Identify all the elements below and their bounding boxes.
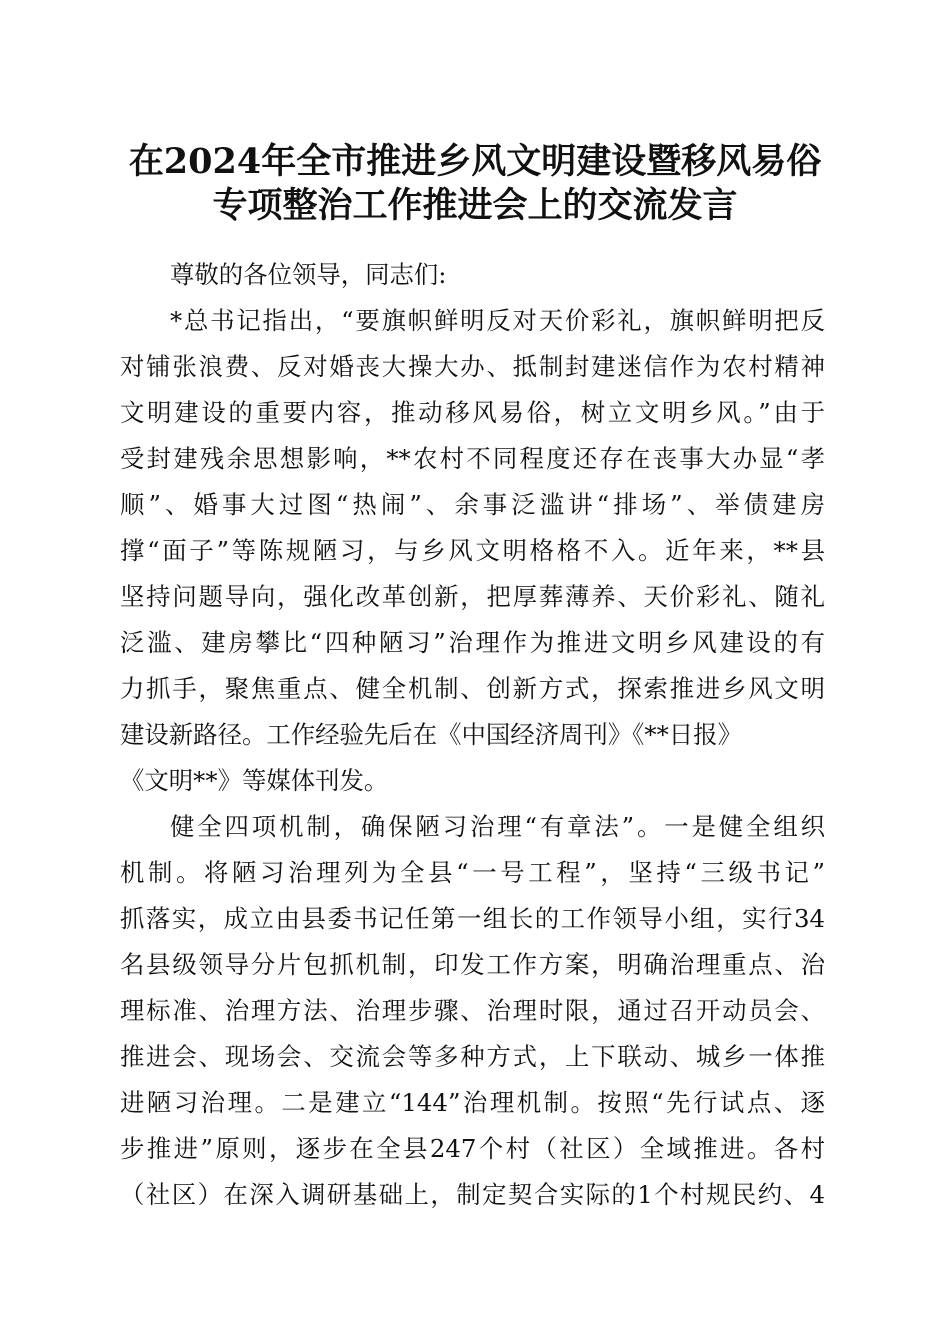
paragraph-line: 名县级领导分片包抓机制，印发工作方案，明确治理重点、治 <box>120 950 825 979</box>
paragraph-line: 进陋习治理。二是建立“144”治理机制。按照“先行试点、逐 <box>120 1088 825 1117</box>
paragraph-line: 抓落实，成立由县委书记任第一组长的工作领导小组，实行34 <box>120 904 825 933</box>
paragraph-line: 对铺张浪费、反对婚丧大操大办、抵制封建迷信作为农村精神 <box>120 352 825 381</box>
paragraph-line: *总书记指出，“要旗帜鲜明反对天价彩礼，旗帜鲜明把反 <box>170 306 825 335</box>
paragraph-line: 泛滥、建房攀比“四种陋习”治理作为推进文明乡风建设的有 <box>120 628 825 657</box>
paragraph-line: 机制。将陋习治理列为全县“一号工程”，坚持“三级书记” <box>120 858 825 887</box>
paragraph-line: 撑“面子”等陈规陋习，与乡风文明格格不入。近年来，**县 <box>120 536 825 565</box>
document-title-line-1: 在2024年全市推进乡风文明建设暨移风易俗 <box>128 141 822 182</box>
paragraph-line: 推进会、现场会、交流会等多种方式，上下联动、城乡一体推 <box>120 1042 825 1071</box>
paragraph-1 <box>120 298 825 804</box>
greeting: 尊敬的各位领导，同志们: <box>170 260 447 289</box>
paragraph-line: 力抓手，聚焦重点、健全机制、创新方式，探索推进乡风文明 <box>120 674 825 703</box>
paragraph-line: 健全四项机制，确保陋习治理“有章法”。一是健全组织 <box>170 812 825 841</box>
paragraph-line: 受封建残余思想影响，**农村不同程度还存在丧事大办显“孝 <box>120 444 825 473</box>
paragraph-line: 步推进”原则，逐步在全县247个村（社区）全域推进。各村 <box>120 1134 825 1163</box>
document-title-line-2: 专项整治工作推进会上的交流发言 <box>212 185 738 226</box>
paragraph-line: 坚持问题导向，强化改革创新，把厚葬薄养、天价彩礼、随礼 <box>120 582 825 611</box>
document-body <box>120 252 825 1218</box>
paragraph-line: 文明建设的重要内容，推动移风易俗，树立文明乡风。”由于 <box>120 398 825 427</box>
paragraph-line: 理标准、治理方法、治理步骤、治理时限，通过召开动员会、 <box>120 996 825 1025</box>
paragraph-2 <box>120 804 825 1218</box>
paragraph-line: 《文明**》等媒体刊发。 <box>120 766 389 795</box>
paragraph-line: 建设新路径。工作经验先后在《中国经济周刊》《**日报》 <box>120 720 742 749</box>
paragraph-line: 顺”、婚事大过图“热闹”、余事泛滥讲“排场”、举债建房 <box>120 490 825 519</box>
paragraph-line: （社区）在深入调研基础上，制定契合实际的1个村规民约、4 <box>120 1180 825 1209</box>
